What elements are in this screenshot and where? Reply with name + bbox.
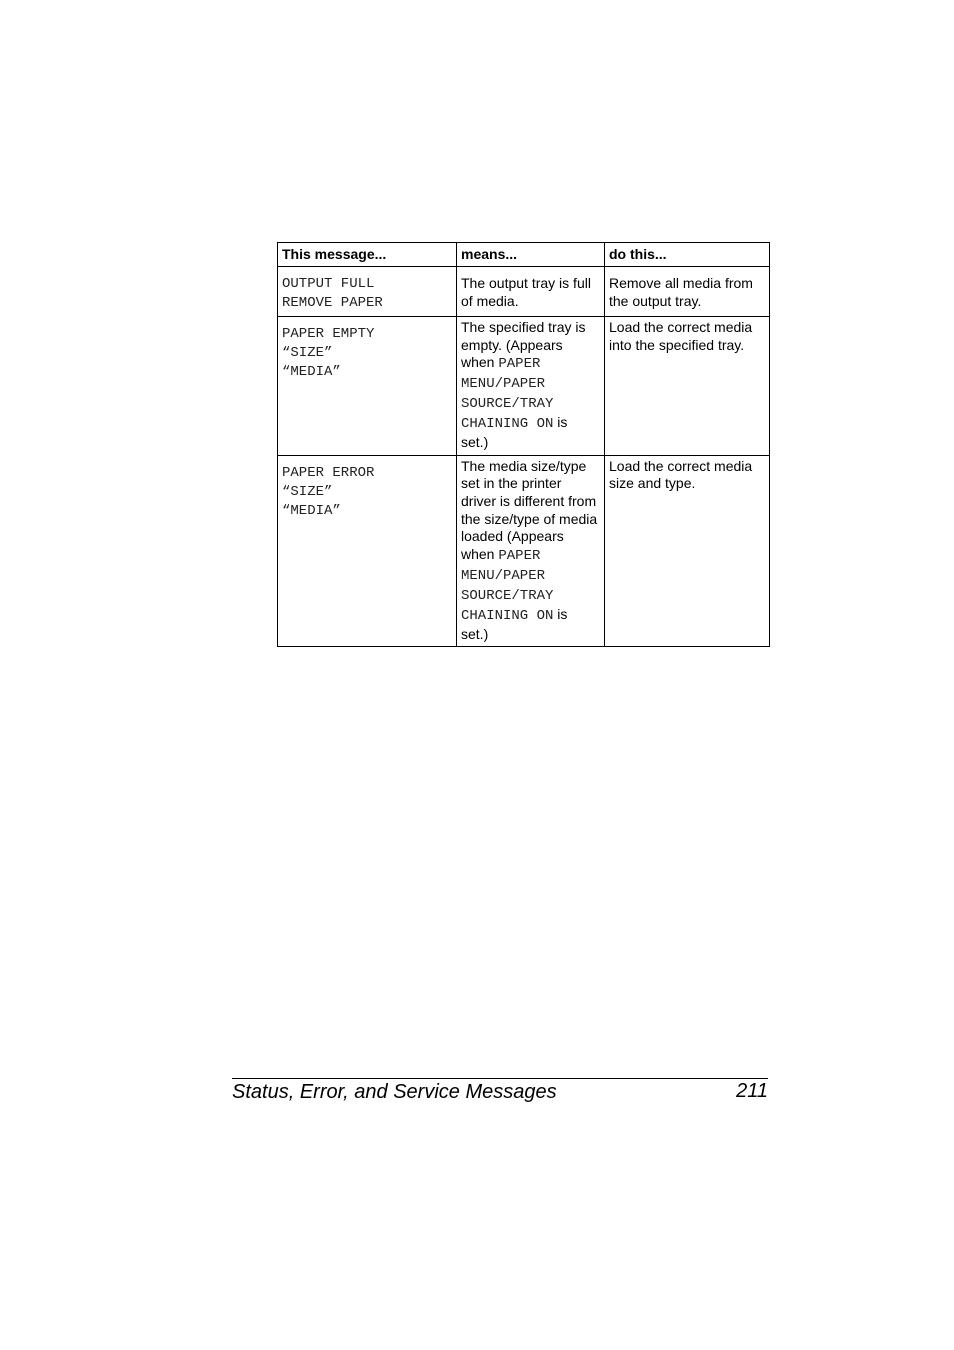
messages-table bbox=[277, 242, 770, 647]
message-line: “MEDIA” bbox=[282, 364, 341, 380]
table-header-row bbox=[278, 243, 770, 267]
message-line: OUTPUT FULL bbox=[282, 276, 375, 292]
means-line bbox=[461, 374, 600, 394]
table-row bbox=[278, 267, 770, 317]
page-number: 211 bbox=[736, 1080, 768, 1102]
message-line: PAPER EMPTY bbox=[282, 326, 375, 342]
means-suffix: is bbox=[553, 414, 568, 431]
table-row bbox=[278, 455, 770, 647]
means-line bbox=[461, 566, 600, 586]
do-this-cell bbox=[605, 267, 770, 317]
means-prefix: when bbox=[461, 545, 499, 562]
menu-path-text: MENU/PAPER bbox=[461, 567, 546, 584]
do-this-text: Remove all media from the output tray. bbox=[609, 275, 753, 309]
means-line bbox=[461, 586, 600, 606]
table-row bbox=[278, 317, 770, 456]
means-line bbox=[461, 354, 600, 374]
do-this-cell bbox=[605, 317, 770, 456]
means-text: The specified tray is empty. (Appears bbox=[461, 319, 586, 353]
footer-section-title: Status, Error, and Service Messages bbox=[232, 1081, 557, 1103]
message-line: REMOVE PAPER bbox=[282, 295, 383, 311]
menu-path-text: CHAINING ON bbox=[461, 416, 554, 433]
means-cell bbox=[457, 317, 605, 456]
means-line bbox=[461, 414, 600, 434]
means-text: set.) bbox=[461, 434, 489, 451]
message-cell bbox=[278, 317, 457, 456]
means-cell bbox=[457, 455, 605, 647]
menu-path-text: SOURCE/TRAY bbox=[461, 396, 554, 413]
means-prefix: when bbox=[461, 354, 499, 371]
footer-divider bbox=[232, 1078, 768, 1079]
do-this-cell bbox=[605, 455, 770, 647]
message-line: PAPER ERROR bbox=[282, 464, 375, 481]
means-text: The output tray is full of media. bbox=[461, 275, 591, 309]
menu-path-text: PAPER bbox=[498, 356, 541, 373]
header-do-this: do this... bbox=[605, 243, 770, 267]
message-cell bbox=[278, 267, 457, 317]
means-line bbox=[461, 394, 600, 414]
do-this-text: Load the correct media into the specified tray. bbox=[609, 319, 753, 353]
menu-path-text: CHAINING ON bbox=[461, 607, 554, 624]
do-this-text: Load the correct media size and type. bbox=[609, 457, 753, 492]
header-message: This message... bbox=[278, 243, 457, 267]
means-text: The media size/type set in the printer driver is different from the size/type of media loaded (Appears bbox=[461, 457, 598, 545]
menu-path-text: MENU/PAPER bbox=[461, 376, 546, 393]
message-line: “MEDIA” bbox=[282, 502, 341, 519]
menu-path-text: SOURCE/TRAY bbox=[461, 587, 554, 604]
message-line: “SIZE” bbox=[282, 483, 333, 500]
means-text: set.) bbox=[461, 625, 489, 642]
menu-path-text: PAPER bbox=[498, 547, 541, 564]
means-cell bbox=[457, 267, 605, 317]
means-line bbox=[461, 546, 600, 566]
message-cell bbox=[278, 455, 457, 647]
header-means: means... bbox=[457, 243, 605, 267]
message-line: “SIZE” bbox=[282, 345, 333, 361]
means-suffix: is bbox=[553, 605, 568, 622]
means-line bbox=[461, 606, 600, 626]
